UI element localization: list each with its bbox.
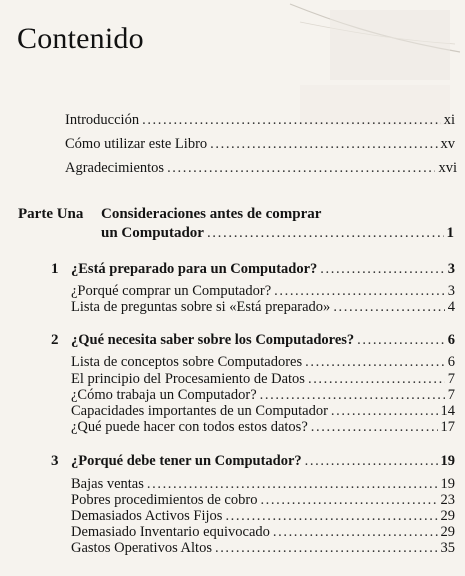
entry-label: Lista de conceptos sobre Computadores: [71, 354, 303, 370]
dot-leader: [357, 332, 445, 349]
entry-page: xvi: [438, 160, 457, 176]
dot-leader: [225, 508, 437, 525]
dot-leader: [333, 299, 444, 316]
dot-leader: [260, 492, 437, 509]
entry-page: 29: [440, 508, 455, 524]
toc-entry-section[interactable]: [71, 540, 455, 557]
chapter-number: 3: [51, 453, 59, 469]
dot-leader: [273, 524, 438, 541]
entry-label: ¿Cómo trabaja un Computador?: [71, 387, 257, 403]
dot-leader: [308, 371, 445, 388]
dot-leader: [305, 354, 445, 371]
toc-entry-section[interactable]: [71, 283, 455, 300]
toc-entry-acknowledgements[interactable]: [65, 160, 457, 177]
entry-label: Agradecimientos: [65, 160, 165, 176]
toc-entry-how-to-use[interactable]: [65, 136, 455, 153]
dot-leader: [207, 225, 444, 242]
toc-entry-section[interactable]: [71, 299, 455, 316]
toc-entry-introduction[interactable]: [65, 112, 455, 129]
toc-entry-section[interactable]: [71, 476, 455, 493]
entry-label: ¿Porqué comprar un Computador?: [71, 283, 272, 299]
entry-page: 6: [447, 354, 455, 370]
dot-leader: [331, 403, 438, 420]
toc-entry-section[interactable]: [71, 354, 455, 371]
dot-leader: [147, 476, 438, 493]
toc-entry-chapter-1[interactable]: [71, 261, 455, 278]
entry-label: ¿Porqué debe tener un Computador?: [71, 453, 302, 469]
part-label: Parte Una: [18, 206, 84, 222]
entry-page: 17: [440, 419, 455, 435]
entry-label: Lista de preguntas sobre si «Está preparado»: [71, 299, 331, 315]
entry-label: un Computador: [101, 225, 204, 241]
entry-page: 3: [447, 283, 455, 299]
dot-leader: [320, 261, 444, 278]
page-title: Contenido: [17, 22, 144, 55]
entry-label: Pobres procedimientos de cobro: [71, 492, 258, 508]
entry-label: El principio del Procesamiento de Datos: [71, 371, 305, 387]
entry-label: Demasiado Inventario equivocado: [71, 524, 270, 540]
entry-page: 7: [447, 387, 455, 403]
entry-label: Introducción: [65, 112, 140, 128]
entry-page: xi: [443, 112, 455, 128]
toc-entry-section[interactable]: [71, 403, 455, 420]
toc-entry-section[interactable]: [71, 492, 455, 509]
toc-entry-section[interactable]: [71, 508, 455, 525]
toc-entry-section[interactable]: [71, 371, 455, 388]
toc-entry-section[interactable]: [71, 419, 455, 436]
entry-label: Capacidades importantes de un Computador: [71, 403, 328, 419]
entry-page: 7: [447, 371, 455, 387]
entry-page: 35: [440, 540, 455, 556]
dot-leader: [167, 160, 435, 177]
dot-leader: [311, 419, 438, 436]
dot-leader: [215, 540, 438, 557]
entry-label: Cómo utilizar este Libro: [65, 136, 208, 152]
entry-page: 19: [440, 476, 455, 492]
dot-leader: [274, 283, 445, 300]
part-title-line1: Consideraciones antes de comprar: [101, 206, 322, 222]
entry-page: 23: [440, 492, 455, 508]
chapter-number: 1: [51, 261, 59, 277]
toc-entry-chapter-3[interactable]: [71, 453, 455, 470]
dot-leader: [210, 136, 437, 153]
entry-page: 19: [440, 453, 455, 469]
entry-label: Gastos Operativos Altos: [71, 540, 212, 556]
toc-entry-chapter-2[interactable]: [71, 332, 455, 349]
entry-label: Bajas ventas: [71, 476, 144, 492]
chapter-number: 2: [51, 332, 59, 348]
entry-page: 14: [440, 403, 455, 419]
toc-entry-section[interactable]: [71, 524, 455, 541]
dot-leader: [260, 387, 445, 404]
dot-leader: [305, 453, 438, 470]
entry-page: 3: [447, 261, 455, 277]
entry-label: ¿Está preparado para un Computador?: [71, 261, 318, 277]
toc-entry-section[interactable]: [71, 387, 455, 404]
entry-page: 4: [447, 299, 455, 315]
entry-page: 1: [446, 225, 454, 241]
entry-page: 29: [440, 524, 455, 540]
entry-label: ¿Qué puede hacer con todos estos datos?: [71, 419, 308, 435]
dot-leader: [142, 112, 441, 129]
entry-page: 6: [447, 332, 455, 348]
entry-label: ¿Qué necesita saber sobre los Computadores?: [71, 332, 355, 348]
entry-label: Demasiados Activos Fijos: [71, 508, 223, 524]
entry-page: xv: [440, 136, 455, 152]
toc-entry-part-one[interactable]: [101, 225, 454, 242]
